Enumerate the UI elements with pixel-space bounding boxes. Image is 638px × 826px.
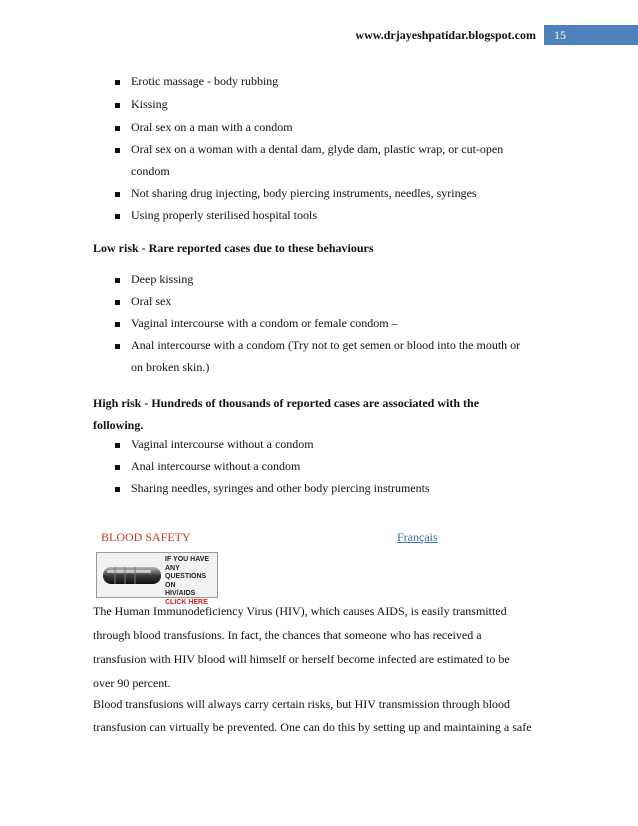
- list-item: Oral sex on a woman with a dental dam, glyde dam, plastic wrap, or cut-open: [131, 142, 504, 156]
- bullet-icon: [115, 443, 120, 448]
- list-item: Anal intercourse with a condom (Try not to get semen or blood into the mouth or: [131, 338, 521, 352]
- list-item-continuation: condom: [131, 164, 170, 178]
- list-item: Deep kissing: [131, 272, 194, 286]
- list-item: Anal intercourse without a condom: [131, 459, 301, 473]
- paragraph-line: through blood transfusions. In fact, the chances that someone who has received a: [93, 628, 482, 642]
- page-number: 15: [544, 25, 638, 45]
- header-url: www.drjayeshpatidar.blogspot.com: [355, 28, 536, 42]
- list-item: Not sharing drug injecting, body piercing instruments, needles, syringes: [131, 186, 477, 200]
- list-item: Erotic massage - body rubbing: [131, 74, 279, 88]
- list-item: Vaginal intercourse without a condom: [131, 437, 314, 451]
- high-risk-heading-cont: following.: [93, 418, 144, 432]
- syringe-icon: [101, 561, 163, 589]
- paragraph-line: Blood transfusions will always carry certain risks, but HIV transmission through blood: [93, 697, 511, 711]
- list-item: Oral sex: [131, 294, 172, 308]
- paragraph-line: over 90 percent.: [93, 676, 171, 690]
- bullet-icon: [115, 192, 120, 197]
- paragraph-line: transfusion can virtually be prevented. One can do this by setting up and maintaining a safe: [93, 720, 532, 734]
- hiv-aids-banner[interactable]: [96, 552, 218, 606]
- bullet-icon: [115, 465, 120, 470]
- list-item: Using properly sterilised hospital tools: [131, 208, 317, 222]
- banner-line: IF YOU HAVE ANY: [165, 556, 210, 572]
- list-item-continuation: on broken skin.): [131, 360, 210, 374]
- high-risk-heading: High risk - Hundreds of thousands of reported cases are associated with the: [93, 396, 480, 410]
- blood-safety-title: BLOOD SAFETY: [101, 530, 191, 544]
- banner-line: QUESTIONS ON: [165, 573, 207, 589]
- bullet-icon: [115, 344, 120, 349]
- banner-click-here: CLICK HERE: [165, 598, 208, 606]
- list-item: Kissing: [131, 97, 168, 111]
- list-item: Vaginal intercourse with a condom or female condom –: [131, 316, 398, 330]
- bullet-icon: [115, 300, 120, 305]
- bullet-icon: [115, 214, 120, 219]
- list-item: Oral sex on a man with a condom: [131, 120, 293, 134]
- paragraph-line: The Human Immunodeficiency Virus (HIV), which causes AIDS, is easily transmitted: [93, 604, 507, 618]
- bullet-icon: [115, 322, 120, 327]
- banner-text: [165, 556, 217, 607]
- banner-line: HIV/AIDS: [165, 590, 196, 597]
- list-item: Sharing needles, syringes and other body piercing instruments: [131, 481, 430, 495]
- bullet-icon: [115, 80, 120, 85]
- paragraph-line: transfusion with HIV blood will himself or herself become infected are estimated to be: [93, 652, 510, 666]
- low-risk-heading: Low risk - Rare reported cases due to these behaviours: [93, 241, 374, 255]
- bullet-icon: [115, 103, 120, 108]
- francais-link[interactable]: Français: [397, 530, 438, 544]
- bullet-icon: [115, 487, 120, 492]
- bullet-icon: [115, 148, 120, 153]
- bullet-icon: [115, 278, 120, 283]
- bullet-icon: [115, 126, 120, 131]
